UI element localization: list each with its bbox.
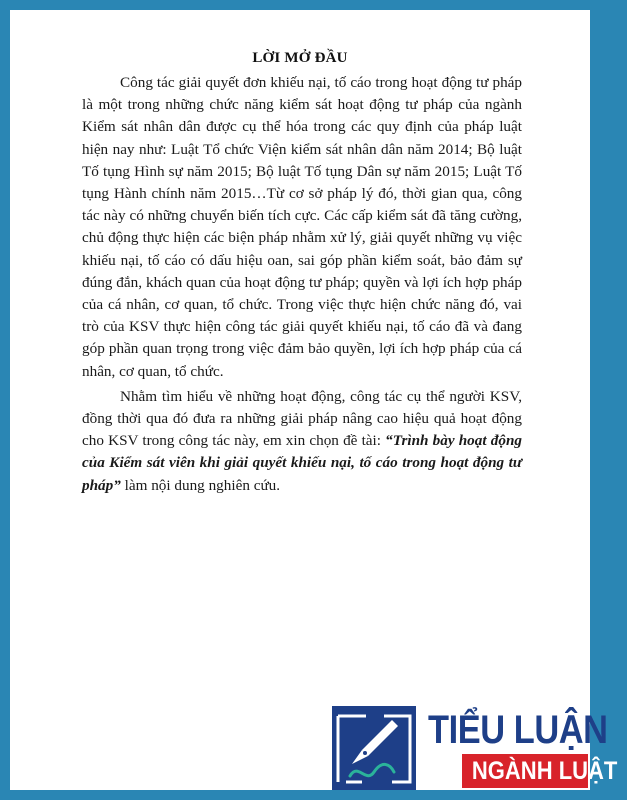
document-page bbox=[10, 10, 618, 790]
document-body bbox=[82, 72, 522, 497]
logo-word-nganh-luat-badge bbox=[462, 754, 618, 788]
logo-word-nganh-luat: NGÀNH LUẬT bbox=[471, 757, 618, 785]
paragraph-2-topic: “Trình bày hoạt động của Kiểm sát viên khi giải quyết khiếu nại, tố cáo trong hoạt động tư pháp” bbox=[82, 432, 522, 494]
document-title: LỜI MỞ ĐẦU bbox=[252, 50, 348, 66]
paragraph-2 bbox=[82, 386, 522, 497]
fountain-pen-nib-icon bbox=[332, 706, 416, 790]
logo-word-tieu-luan: TIỂU LUẬN bbox=[428, 708, 608, 752]
paragraph-1: Công tác giải quyết đơn khiếu nại, tố cáo trong hoạt động tư pháp là một trong những chức năng kiểm sát hoạt động tư pháp của ngành Kiểm sát nhân dân được cụ thể hóa trong các quy định của pháp luật hiện nay như: Luật Tổ chức Viện kiểm sát nhân dân năm 2014; Bộ luật Tố tụng Hình sự năm 2015; Bộ luật Tố tụng Dân sự năm 2015; Luật Tố tụng Hành chính năm 2015…Từ cơ sở pháp lý đó, thời gian qua, công tác này có những chuyển biến tích cực. Các cấp kiểm sát đã tăng cường, chủ động thực hiện các biện pháp nhằm xử lý, giải quyết những vụ việc khiếu nại, tố cáo có dấu hiệu oan, sai góp phần kiểm soát, bảo đảm sự đúng đắn, khách quan của hoạt động tư pháp; quyền và lợi ích hợp pháp của cá nhân, cơ quan, tổ chức. Trong việc thực hiện chức năng đó, vai trò của KSV thực hiện công tác giải quyết khiếu nại, tố cáo đã và đang góp phần quan trọng trong việc đảm bảo quyền, lợi ích hợp pháp của cá nhân, cơ quan, tổ chức. bbox=[82, 74, 522, 380]
paragraph-2-outro: làm nội dung nghiên cứu. bbox=[120, 476, 281, 494]
site-logo bbox=[332, 706, 618, 790]
paragraph-2-intro: Nhằm tìm hiểu về những hoạt động, công tác cụ thể người KSV, đồng thời qua đó đưa ra những giải pháp nâng cao hiệu quả hoạt động cho KSV trong công tác này, em xin chọn đề tài: bbox=[82, 387, 522, 450]
